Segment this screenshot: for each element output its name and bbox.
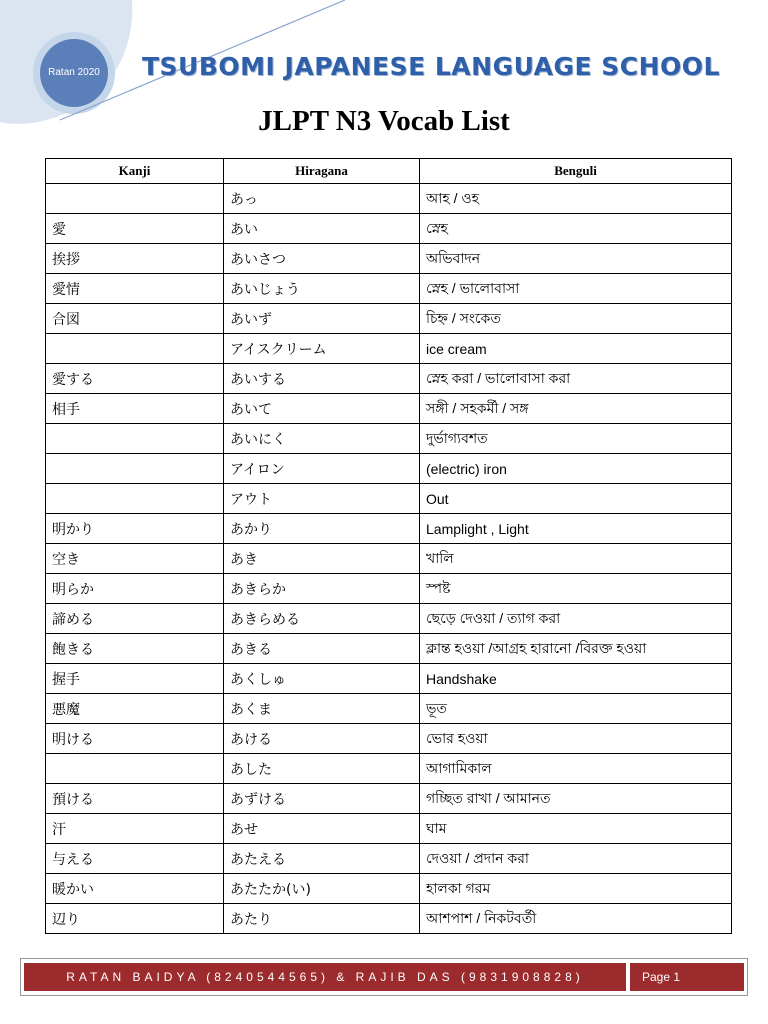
hiragana-cell: あくしゅ [224, 664, 420, 694]
hiragana-cell: あかり [224, 514, 420, 544]
page-title: JLPT N3 Vocab List [258, 105, 510, 137]
hiragana-cell: あずける [224, 784, 420, 814]
bengali-cell: ঘাম [420, 814, 732, 844]
bengali-cell: অভিবাদন [420, 244, 732, 274]
bengali-cell: Lamplight , Light [420, 514, 732, 544]
bengali-cell: খালি [420, 544, 732, 574]
table-row [46, 454, 732, 484]
hiragana-cell: あくま [224, 694, 420, 724]
table-row [46, 574, 732, 604]
hiragana-cell: あせ [224, 814, 420, 844]
hiragana-cell: あいじょう [224, 274, 420, 304]
table-row [46, 184, 732, 214]
hiragana-cell: あたえる [224, 844, 420, 874]
hiragana-cell: あいにく [224, 424, 420, 454]
hiragana-cell: あたり [224, 904, 420, 934]
bengali-cell: ভোর হওয়া [420, 724, 732, 754]
kanji-cell: 辺り [46, 904, 224, 934]
table-row [46, 724, 732, 754]
hiragana-cell: あたたか(い) [224, 874, 420, 904]
hiragana-cell: あいさつ [224, 244, 420, 274]
kanji-cell: 悪魔 [46, 694, 224, 724]
footer-page-number: Page 1 [630, 963, 744, 991]
kanji-cell [46, 184, 224, 214]
kanji-cell: 明かり [46, 514, 224, 544]
bengali-cell: আহ / ওহ [420, 184, 732, 214]
hiragana-cell: あっ [224, 184, 420, 214]
kanji-cell [46, 454, 224, 484]
bengali-cell: ice cream [420, 334, 732, 364]
kanji-cell: 相手 [46, 394, 224, 424]
bengali-cell: আগামিকাল [420, 754, 732, 784]
table-row [46, 274, 732, 304]
bengali-cell: স্নেহ করা / ভালোবাসা করা [420, 364, 732, 394]
table-row [46, 844, 732, 874]
bengali-cell: হালকা গরম [420, 874, 732, 904]
header-badge: Ratan 2020 [48, 67, 100, 78]
kanji-cell: 愛 [46, 214, 224, 244]
hiragana-cell: あきる [224, 634, 420, 664]
table-row [46, 694, 732, 724]
table-row [46, 364, 732, 394]
hiragana-cell: アイロン [224, 454, 420, 484]
hiragana-cell: あける [224, 724, 420, 754]
kanji-cell: 愛情 [46, 274, 224, 304]
bengali-cell: স্নেহ [420, 214, 732, 244]
bengali-cell: ক্লান্ত হওয়া /আগ্রহ হারানো /বিরক্ত হওয়া [420, 634, 732, 664]
table-row [46, 784, 732, 814]
hiragana-cell: あき [224, 544, 420, 574]
bengali-cell: চিহ্ন / সংকেত [420, 304, 732, 334]
bengali-cell: আশপাশ / নিকটবর্তী [420, 904, 732, 934]
hiragana-cell: あいて [224, 394, 420, 424]
table-row [46, 814, 732, 844]
table-row [46, 604, 732, 634]
bengali-cell: স্নেহ / ভালোবাসা [420, 274, 732, 304]
column-header-hiragana: Hiragana [224, 159, 420, 184]
kanji-cell: 与える [46, 844, 224, 874]
table-row [46, 664, 732, 694]
table-row [46, 334, 732, 364]
hiragana-cell: あした [224, 754, 420, 784]
kanji-cell: 挨拶 [46, 244, 224, 274]
table-row [46, 304, 732, 334]
table-row [46, 544, 732, 574]
bengali-cell: Handshake [420, 664, 732, 694]
table-row [46, 754, 732, 784]
kanji-cell: 握手 [46, 664, 224, 694]
kanji-cell: 明らか [46, 574, 224, 604]
hiragana-cell: あいする [224, 364, 420, 394]
bengali-cell: সঙ্গী / সহকর্মী / সঙ্গ [420, 394, 732, 424]
kanji-cell [46, 484, 224, 514]
page-footer [20, 958, 748, 996]
kanji-cell: 空き [46, 544, 224, 574]
kanji-cell: 合図 [46, 304, 224, 334]
hiragana-cell: あいず [224, 304, 420, 334]
table-row [46, 394, 732, 424]
bengali-cell: (electric) iron [420, 454, 732, 484]
kanji-cell: 飽きる [46, 634, 224, 664]
bengali-cell: Out [420, 484, 732, 514]
column-header-bengali: Benguli [420, 159, 732, 184]
kanji-cell: 明ける [46, 724, 224, 754]
bengali-cell: দুর্ভাগ্যবশত [420, 424, 732, 454]
table-row [46, 904, 732, 934]
kanji-cell [46, 754, 224, 784]
table-row [46, 514, 732, 544]
column-header-kanji: Kanji [46, 159, 224, 184]
hiragana-cell: アウト [224, 484, 420, 514]
bengali-cell: ভূত [420, 694, 732, 724]
bengali-cell: দেওয়া / প্রদান করা [420, 844, 732, 874]
hiragana-cell: あい [224, 214, 420, 244]
table-row [46, 424, 732, 454]
table-row [46, 484, 732, 514]
table-row [46, 634, 732, 664]
bengali-cell: গচ্ছিত রাখা / আমানত [420, 784, 732, 814]
school-name: TSUBOMI JAPANESE LANGUAGE SCHOOL [142, 52, 720, 81]
table-row [46, 874, 732, 904]
kanji-cell: 諦める [46, 604, 224, 634]
kanji-cell: 汗 [46, 814, 224, 844]
kanji-cell [46, 424, 224, 454]
table-row [46, 244, 732, 274]
hiragana-cell: あきらか [224, 574, 420, 604]
kanji-cell: 暖かい [46, 874, 224, 904]
table-header-row [46, 159, 732, 184]
kanji-cell: 預ける [46, 784, 224, 814]
bengali-cell: ছেড়ে দেওয়া / ত্যাগ করা [420, 604, 732, 634]
vocab-table [45, 158, 732, 934]
hiragana-cell: アイスクリーム [224, 334, 420, 364]
kanji-cell: 愛する [46, 364, 224, 394]
footer-credits: RATAN BAIDYA (8240544565) & RAJIB DAS (9831908828) [24, 963, 626, 991]
table-row [46, 214, 732, 244]
hiragana-cell: あきらめる [224, 604, 420, 634]
kanji-cell [46, 334, 224, 364]
bengali-cell: স্পষ্ট [420, 574, 732, 604]
vocab-table-body [46, 184, 732, 934]
